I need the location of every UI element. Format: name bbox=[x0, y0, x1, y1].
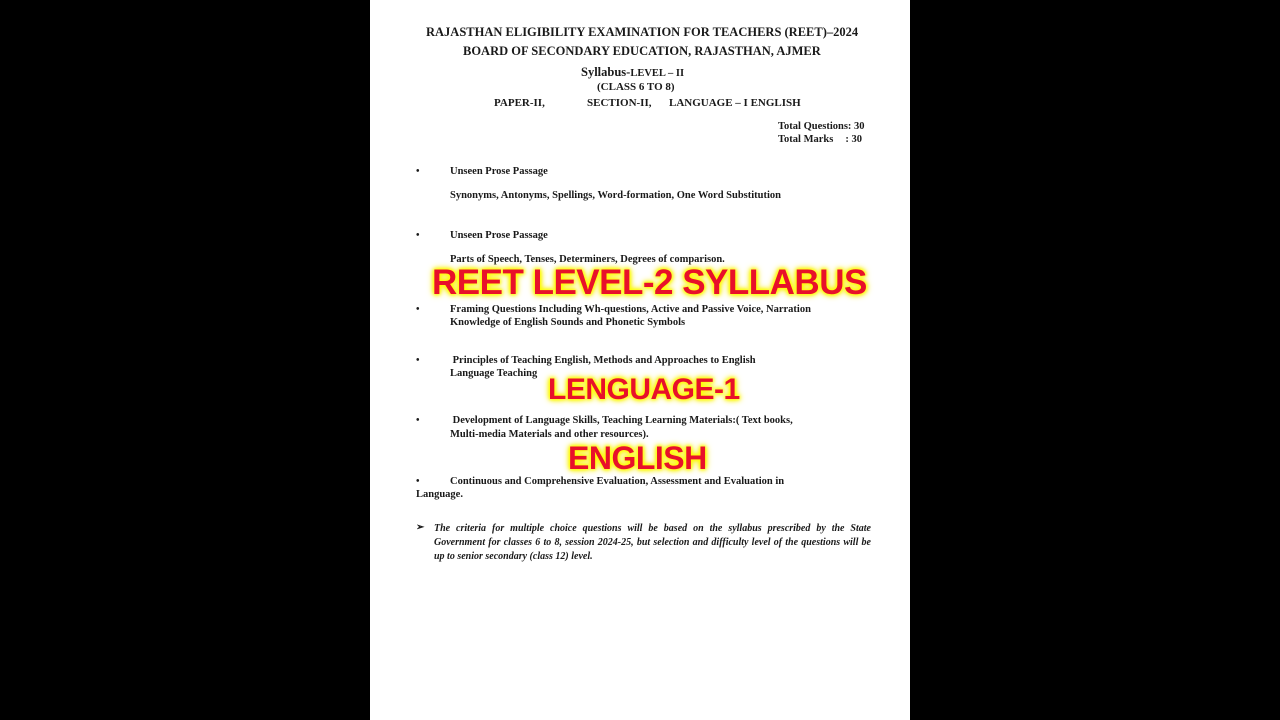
class-range: (CLASS 6 TO 8) bbox=[597, 81, 675, 93]
overlay-subtitle: LENGUAGE-1 bbox=[548, 373, 740, 406]
bullet-icon: • bbox=[416, 304, 420, 315]
total-marks bbox=[778, 134, 862, 145]
syllabus-level-text: LEVEL – II bbox=[630, 68, 685, 79]
bullet-icon: • bbox=[416, 476, 420, 487]
paper-label: PAPER-II, bbox=[494, 97, 545, 109]
total-questions bbox=[778, 121, 865, 132]
topic-2-detail: Parts of Speech, Tenses, Determiners, Degrees of comparison. bbox=[450, 254, 725, 265]
topic-4-line-2: Language Teaching bbox=[450, 368, 538, 379]
bullet-icon: • bbox=[416, 355, 420, 366]
language-label: LANGUAGE – I ENGLISH bbox=[669, 97, 801, 109]
overlay-language: ENGLISH bbox=[568, 440, 707, 476]
topic-3-line-1: Framing Questions Including Wh-questions, Active and Passive Voice, Narration bbox=[450, 304, 811, 315]
bullet-icon: • bbox=[416, 230, 420, 241]
topic-5-line-1: Development of Language Skills, Teaching Learning Materials:( Text books, bbox=[450, 415, 793, 426]
topic-2-title: Unseen Prose Passage bbox=[450, 230, 548, 241]
total-questions-label: Total Questions bbox=[778, 121, 848, 132]
overlay-title: REET LEVEL-2 SYLLABUS bbox=[432, 263, 867, 302]
topic-3-line-2: Knowledge of English Sounds and Phonetic Symbols bbox=[450, 317, 686, 328]
bullet-icon: • bbox=[416, 166, 420, 177]
topic-4-line-1: Principles of Teaching English, Methods and Approaches to English bbox=[450, 355, 756, 366]
exam-title: RAJASTHAN ELIGIBILITY EXAMINATION FOR TEACHERS (REET)–2024 bbox=[426, 25, 859, 39]
topic-1-detail: Synonyms, Antonyms, Spellings, Word-formation, One Word Substitution bbox=[450, 190, 782, 201]
syllabus-prefix: Syllabus- bbox=[581, 65, 631, 79]
document-page bbox=[370, 0, 910, 720]
total-marks-value: : 30 bbox=[845, 134, 862, 145]
board-title: BOARD OF SECONDARY EDUCATION, RAJASTHAN, AJMER bbox=[463, 44, 821, 58]
criteria-note: The criteria for multiple choice questions will be based on the syllabus prescribed by the State Government for classes 6 to 8, session 2024-25, but selection and difficulty level of the questions will be up to senior secondary (class 12) level. bbox=[434, 523, 871, 562]
topic-6-line-2: Language. bbox=[416, 489, 463, 500]
section-label: SECTION-II, bbox=[587, 97, 652, 109]
total-marks-label: Total Marks bbox=[778, 134, 834, 145]
total-questions-value: : 30 bbox=[847, 121, 865, 132]
topic-6-line-1: Continuous and Comprehensive Evaluation, Assessment and Evaluation in bbox=[450, 476, 785, 487]
topic-1-title: Unseen Prose Passage bbox=[450, 166, 548, 177]
bullet-icon: • bbox=[416, 415, 420, 426]
topic-5-line-2: Multi-media Materials and other resources). bbox=[450, 429, 649, 440]
arrow-bullet-icon: ➢ bbox=[416, 522, 425, 533]
syllabus-level bbox=[581, 63, 684, 81]
